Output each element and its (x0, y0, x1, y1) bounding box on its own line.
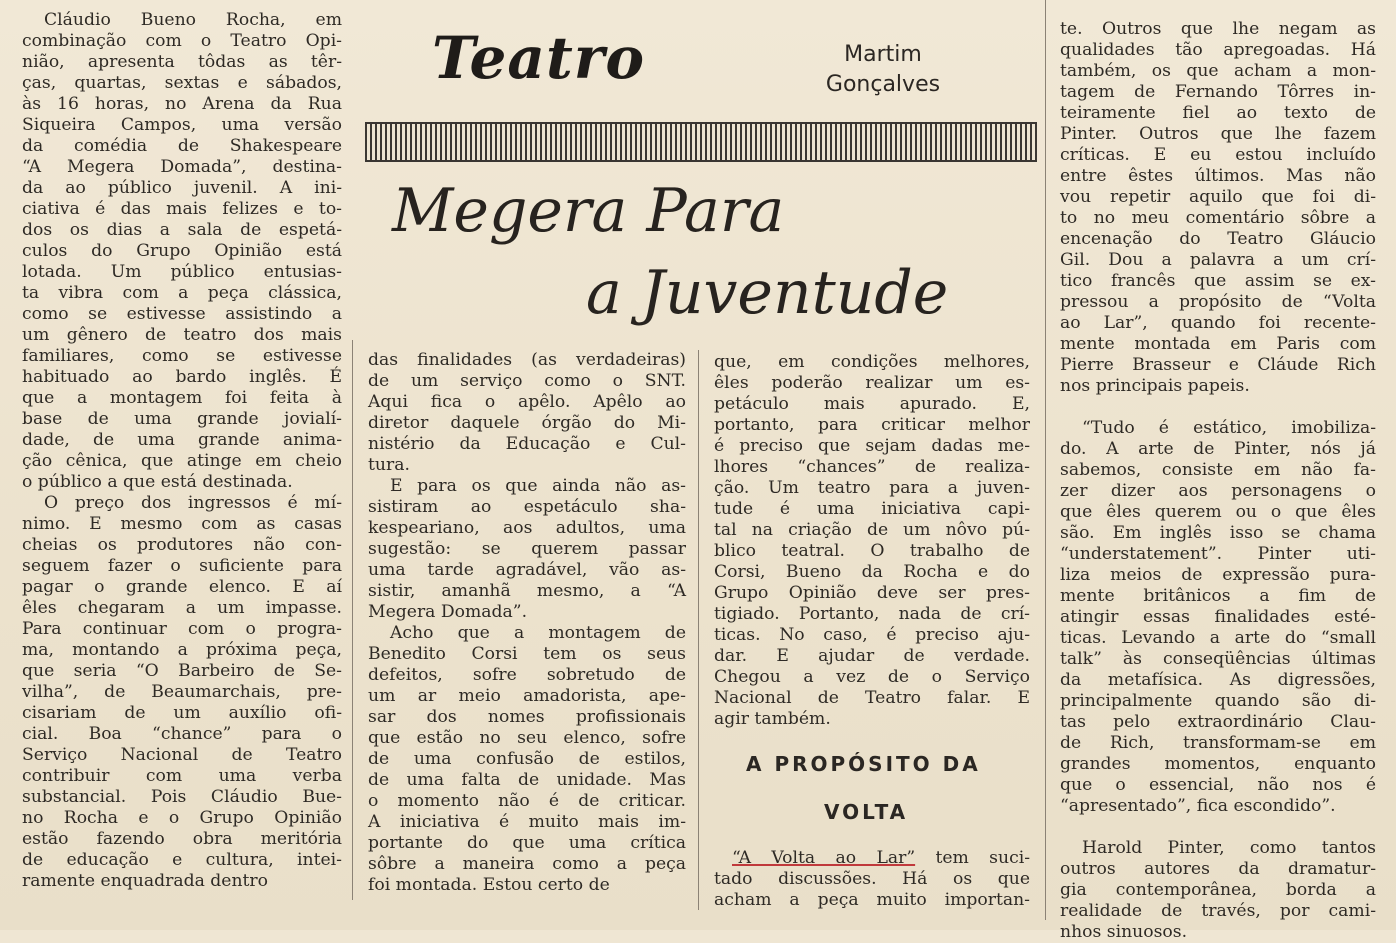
text-line: um ar meio amadorista, ape- (368, 686, 686, 706)
text-line: do. A arte de Pinter, nós já (1060, 439, 1376, 459)
text-line (1060, 397, 1376, 418)
text-line: te. Outros que lhe negam as (1060, 19, 1376, 39)
text-line: vilha”, de Beaumarchais, pre- (22, 682, 342, 702)
text-line: êles poderão realizar um es- (714, 373, 1030, 393)
text-line: pagar o grande elenco. E aí (22, 577, 342, 597)
text-line: Pierre Brasseur e Cláude Rich (1060, 355, 1376, 375)
text-line: cial. Boa “chance” para o (22, 724, 342, 744)
text-line: no Rocha e o Grupo Opinião (22, 808, 342, 828)
text-line: seguem fazer o suficiente para (22, 556, 342, 576)
text-line: teiramente fiel ao texto de (1060, 103, 1376, 123)
text-line: Chegou a vez de o Serviço (714, 667, 1030, 687)
text-line (1060, 817, 1376, 838)
text-line: acham a peça muito importan- (714, 890, 1030, 910)
text-line: que, em condições melhores, (714, 352, 1030, 372)
text-line: da ao público juvenil. A ini- (22, 178, 342, 198)
text-line: críticas. E eu estou incluído (1060, 145, 1376, 165)
text-line: tal na criação de um nôvo pú- (714, 520, 1030, 540)
text-line: tado discussões. Há os que (714, 869, 1030, 889)
text-line: petáculo mais apurado. E, (714, 394, 1030, 414)
text-line: diretor daquele órgão do Mi- (368, 413, 686, 433)
text-line: familiares, como se estivesse (22, 346, 342, 366)
text-line: contribuir com uma verba (22, 766, 342, 786)
text-line: pressou a propósito de “Volta (1060, 292, 1376, 312)
text-line: lhores “chances” de realiza- (714, 457, 1030, 477)
text-line: substancial. Pois Cláudio Bue- (22, 787, 342, 807)
subheading-line-1: A PROPÓSITO DA (746, 752, 981, 776)
article-column-3 (714, 352, 1030, 730)
text-line: de uma confusão de estilos, (368, 749, 686, 769)
author-first-name: Martim (844, 42, 922, 67)
text-line: o público a que está destinada. (22, 472, 293, 492)
text-line: nistério da Educação e Cul- (368, 434, 686, 454)
headline-line-2: a Juventude (586, 258, 949, 328)
text-line: dade, de uma grande anima- (22, 430, 342, 450)
text-line: ticas. Levando a arte do “small (1060, 628, 1376, 648)
text-line: ta vibra com a peça clássica, (22, 283, 342, 303)
text-line: estão fazendo obra meritória (22, 829, 342, 849)
text-line: encenação do Teatro Gláucio (1060, 229, 1376, 249)
text-line: O preço dos ingressos é mí- (44, 493, 342, 513)
text-line: dar. E ajudar de verdade. (714, 646, 1030, 666)
article-column-2 (368, 350, 686, 896)
text-line: mente britânicos a fim de (1060, 586, 1376, 606)
text-line: kespeariano, aos adultos, uma (368, 518, 686, 538)
text-line: Pinter. Outros que lhe fazem (1060, 124, 1376, 144)
text-line: tigiado. Portanto, nada de crí- (714, 604, 1030, 624)
text-line: outros autores da dramatur- (1060, 859, 1376, 879)
text-line: sugestão: se querem passar (368, 539, 686, 559)
text-line: tude é uma iniciativa capi- (714, 499, 1030, 519)
article-column-4 (1060, 19, 1376, 943)
play-title-quote: “A Volta ao Lar” (732, 848, 916, 868)
text-line: cheias os produtores não con- (22, 535, 342, 555)
text-line: portanto, para criticar melhor (714, 415, 1030, 435)
text-line: o momento não é de criticar. (368, 791, 686, 811)
author-last-name: Gonçalves (825, 72, 941, 97)
text-line: sar dos nomes profissionais (368, 707, 686, 727)
text-line: que estão no seu elenco, sofre (368, 728, 686, 748)
text-line: culos do Grupo Opinião está (22, 241, 342, 261)
text-line: Cláudio Bueno Rocha, em (44, 10, 342, 30)
article-column-1 (22, 10, 342, 892)
text-line: Aqui fica o apêlo. Apêlo ao (368, 392, 686, 412)
text-line: ticas. No caso, é preciso aju- (714, 625, 1030, 645)
text-line: de Rich, transformam-se em (1060, 733, 1376, 753)
text-line: Harold Pinter, como tantos (1082, 838, 1376, 858)
text-line: “A Megera Domada”, destina- (22, 157, 342, 177)
text-line: atingir essas finalidades esté- (1060, 607, 1376, 627)
section-title: Teatro (432, 24, 646, 92)
text-line: Serviço Nacional de Teatro (22, 745, 342, 765)
text-line: uma tarde agradável, vão as- (368, 560, 686, 580)
text-line: sabemos, consiste em não fa- (1060, 460, 1376, 480)
text-line: Acho que a montagem de (390, 623, 686, 643)
text-line: como se estivesse assistindo a (22, 304, 342, 324)
headline-line-1: Megera Para (392, 176, 785, 246)
text-line: dos os dias a sala de espetá- (22, 220, 342, 240)
text-line: “apresentado”, fica escondido”. (1060, 796, 1336, 816)
text-line: nião, apresenta tôdas as têr- (22, 52, 342, 72)
text-line: que a montagem foi feita à (22, 388, 342, 408)
text-line: um gênero de teatro dos mais (22, 325, 342, 345)
text-line: talk” às conseqüências últimas (1060, 649, 1376, 669)
text-line: Gil. Dou a palavra a um crí- (1060, 250, 1376, 270)
text-line: blico teatral. O trabalho de (714, 541, 1030, 561)
text-line: de uma falta de unidade. Mas (368, 770, 686, 790)
text-line: “Tudo é estático, imobiliza- (1082, 418, 1376, 438)
text-line: ciativa é das mais felizes e to- (22, 199, 342, 219)
text-line: também, os que acham a mon- (1060, 61, 1376, 81)
text-line: base de uma grande jovialí- (22, 409, 342, 429)
author-byline (808, 40, 958, 100)
text-line: sistiram ao espetáculo sha- (368, 497, 686, 517)
text-line: ças, quartas, sextas e sábados, (22, 73, 342, 93)
hatched-rule (365, 122, 1037, 162)
text-line: to no meu comentário sôbre a (1060, 208, 1376, 228)
text-line: nhos sinuosos. (1060, 922, 1188, 942)
text-line: de educação e cultura, intei- (22, 850, 342, 870)
text-line: Para continuar com o progra- (22, 619, 342, 639)
column-divider (352, 340, 353, 900)
text-line: Megera Domada”. (368, 602, 528, 622)
text-line: de um serviço como o SNT. (368, 371, 686, 391)
text-line: qualidades tão apregoadas. Há (1060, 40, 1376, 60)
text-line: “A Volta ao Lar” tem suci- (732, 848, 1030, 868)
text-line: nos principais papeis. (1060, 376, 1250, 396)
text-line: das finalidades (as verdadeiras) (368, 350, 686, 370)
text-line: tagem de Fernando Tôrres in- (1060, 82, 1376, 102)
text-line: defeitos, sofre sobretudo de (368, 665, 686, 685)
text-line: da metafísica. As digressões, (1060, 670, 1376, 690)
text-line: nimo. E mesmo com as casas (22, 514, 342, 534)
text-line: Corsi, Bueno da Rocha e do (714, 562, 1030, 582)
text-line: sôbre a maneira como a peça (368, 854, 686, 874)
text-line: é preciso que sejam dadas me- (714, 436, 1030, 456)
column-divider (698, 350, 699, 910)
text-line: da comédia de Shakespeare (22, 136, 342, 156)
text-line: mente montada em Paris com (1060, 334, 1376, 354)
text-line: zer dizer aos personagens o (1060, 481, 1376, 501)
text-line: ao Lar”, quando foi recente- (1060, 313, 1376, 333)
text-line: vou repetir aquilo que foi di- (1060, 187, 1376, 207)
text-line: grandes momentos, enquanto (1060, 754, 1376, 774)
text-line: que o essencial, não nos é (1060, 775, 1376, 795)
text-line: Nacional de Teatro falar. E (714, 688, 1030, 708)
text-line: portante do que uma crítica (368, 833, 686, 853)
text-line: E para os que ainda não as- (390, 476, 686, 496)
text-line: Grupo Opinião deve ser pres- (714, 583, 1030, 603)
text-line: ramente enquadrada dentro (22, 871, 268, 891)
subheading-line-2: VOLTA (824, 800, 909, 824)
text-line: “understatement”. Pinter uti- (1060, 544, 1376, 564)
text-line: liza meios de expressão pura- (1060, 565, 1376, 585)
text-line: são. Em inglês isso se chama (1060, 523, 1376, 543)
column-divider (1045, 0, 1046, 920)
text-line: Siqueira Campos, uma versão (22, 115, 342, 135)
text-line: tas pelo extraordinário Clau- (1060, 712, 1376, 732)
text-line: A iniciativa é muito mais im- (368, 812, 686, 832)
text-line: Benedito Corsi tem os seus (368, 644, 686, 664)
text-line: tico francês que assim se ex- (1060, 271, 1376, 291)
text-line: cisariam de um auxílio ofi- (22, 703, 342, 723)
article-column-3-continued (714, 848, 1030, 911)
text-line: foi montada. Estou certo de (368, 875, 610, 895)
text-line: entre êstes últimos. Mas não (1060, 166, 1376, 186)
text-line: agir também. (714, 709, 831, 729)
text-line: combinação com o Teatro Opi- (22, 31, 342, 51)
text-line: que êles querem ou o que êles (1060, 502, 1376, 522)
text-line: lotada. Um público entusias- (22, 262, 342, 282)
text-line: habituado ao bardo inglês. É (22, 367, 342, 387)
text-line: sistir, amanhã mesmo, a “A (368, 581, 686, 601)
text-line: ma, montando a próxima peça, (22, 640, 342, 660)
text-line: principalmente quando são di- (1060, 691, 1376, 711)
text-line: ção cênica, que atinge em cheio (22, 451, 342, 471)
text-line: ção. Um teatro para a juven- (714, 478, 1030, 498)
text-line: às 16 horas, no Arena da Rua (22, 94, 342, 114)
text-line: êles chegaram a um impasse. (22, 598, 342, 618)
text-line: realidade de través, por cami- (1060, 901, 1376, 921)
text-line: gia contemporânea, borda a (1060, 880, 1376, 900)
text-line: tura. (368, 455, 410, 475)
text-line: que seria “O Barbeiro de Se- (22, 661, 342, 681)
